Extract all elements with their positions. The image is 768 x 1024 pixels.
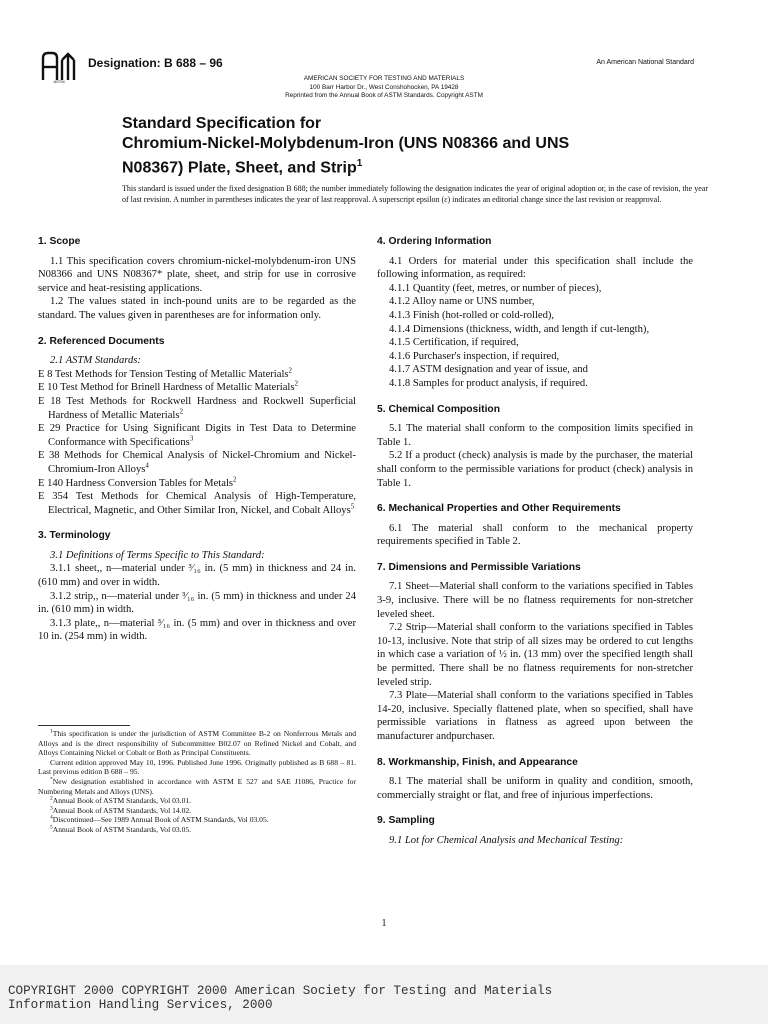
paragraph: 4.1 Orders for material under this specification shall include the following information, as required: <box>377 255 693 281</box>
reference-item: E 10 Test Method for Brinell Hardness of Metallic Materials$^2$ <box>38 379 298 394</box>
title-line: Standard Specification for <box>122 115 322 132</box>
ordering-item: 4.1.1 Quantity (feet, metres, or number of pieces), <box>389 282 602 294</box>
reference-item: E 29 Practice for Using Significant Digits in Test Data to Determine Conformance with Specifications$^3$ <box>38 423 356 448</box>
footnote: $^5$Annual Book of ASTM Standards, Vol 03.05. <box>50 824 192 834</box>
footnote-mark: 1 <box>356 158 363 169</box>
paragraph: 3.1.2 strip,, n—material under ³⁄₁₆ in. (5 mm) in thickness and under 24 in. (610 mm) in width. <box>38 590 356 616</box>
ordering-item: 4.1.8 Samples for product analysis, if required. <box>389 377 588 389</box>
section-heading: 3. Terminology <box>38 530 111 542</box>
svg-text:ASTM: ASTM <box>53 79 65 84</box>
paragraph: 3.1 Definitions of Terms Specific to This Standard: <box>50 549 265 561</box>
designation: Designation: B 688 – 96 <box>88 56 223 70</box>
left-column <box>38 233 356 644</box>
paragraph: 7.3 Plate—Material shall conform to the variations specified in Tables 14-20, inclusive. Specially flattened plate, when so specified, shall have permissible variations in flatness as agreed upon between the manufacturer andpurchaser. <box>377 690 693 742</box>
paragraph: 6.1 The material shall conform to the mechanical property requirements specified in Table 2. <box>377 522 693 548</box>
paragraph: 3.1.1 sheet,, n—material under ³⁄₁₆ in. (5 mm) in thickness and 24 in. (610 mm) and over in width. <box>38 563 356 589</box>
ordering-item: 4.1.3 Finish (hot-rolled or cold-rolled), <box>389 309 555 321</box>
ordering-list <box>377 282 693 391</box>
ordering-item: 4.1.5 Certification, if required, <box>389 337 519 349</box>
section-heading: 1. Scope <box>38 236 81 247</box>
reference-item: E 140 Hardness Conversion Tables for Metals$^2$ <box>38 474 237 489</box>
national-standard-label: An American National Standard <box>596 59 694 66</box>
section-heading: 7. Dimensions and Permissible Variations <box>377 561 581 573</box>
paragraph: 1.1 This specification covers chromium-nickel-molybdenum-iron UNS N08366 and UNS N08367* plate, sheet, and strip for use in corrosive service and heat-resisting applications. <box>38 255 356 294</box>
section-heading: 5. Chemical Composition <box>377 403 501 415</box>
reprint-note: Reprinted from the Annual Book of ASTM Standards. Copyright ASTM <box>285 92 483 100</box>
footnotes <box>38 729 356 835</box>
reference-item: E 38 Methods for Chemical Analysis of Nickel-Chromium and Nickel-Chromium-Iron Alloys$^4$ <box>38 450 356 475</box>
section-heading: 9. Sampling <box>377 815 435 827</box>
section-heading: 8. Workmanship, Finish, and Appearance <box>377 756 578 768</box>
reference-item: E 18 Test Methods for Rockwell Hardness and Rockwell Superficial Hardness of Metallic Materials$^2$ <box>38 395 356 421</box>
paragraph: 5.1 The material shall conform to the composition limits specified in Table 1. <box>377 423 693 448</box>
right-column <box>377 233 693 848</box>
society-name: AMERICAN SOCIETY FOR TESTING AND MATERIALS <box>303 75 465 82</box>
section-heading: 4. Ordering Information <box>377 236 492 247</box>
paragraph: 2.1 ASTM Standards: <box>50 355 141 367</box>
footnote: $^3$Annual Book of ASTM Standards, Vol 14.02. <box>50 805 192 815</box>
footnote: Current edition approved May 10, 1996. Published June 1996. Originally published as B 688 – 81. Last previous edition B 688 – 95. <box>38 757 356 777</box>
title-line: Chromium-Nickel-Molybdenum-Iron (UNS N08366 and UNS <box>122 135 570 152</box>
section-heading: 6. Mechanical Properties and Other Requirements <box>377 503 621 515</box>
reference-item: E 8 Test Methods for Tension Testing of Metallic Materials$^2$ <box>38 366 293 380</box>
reference-item: E 354 Test Methods for Chemical Analysis of High-Temperature, Electrical, Magnetic, and Other Similar Iron, Nickel, and Cobalt Alloys$^5$ <box>38 491 356 516</box>
footnote-rule <box>38 725 130 726</box>
intro-paragraph: This standard is issued under the fixed designation B 688; the number immediately following the designation indicates the year of original adoption or, in the case of revision, the year of last revision. A number in parentheses indicates the year of last reapproval. A superscript epsilon (ε) indicates an editorial change since the last revision or reapproval. <box>122 184 708 204</box>
footnote: $^1$This specification is under the jurisdiction of ASTM Committee B-2 on Nonferrous Metals and Alloys and is the direct responsibility of Subcommittee B02.07 on Refined Nickel and Cobalt, and Alloys Containing Nickel or Cobalt or Both as Principal Constituents. <box>38 728 356 758</box>
section-heading: 2. Referenced Documents <box>38 335 165 347</box>
footnote: $^4$Discontinued—See 1989 Annual Book of ASTM Standards, Vol 03.05. <box>50 814 269 825</box>
paragraph: 9.1 Lot for Chemical Analysis and Mechanical Testing: <box>389 834 624 846</box>
reference-list <box>38 368 356 518</box>
ordering-item: 4.1.7 ASTM designation and year of issue, and <box>389 364 588 376</box>
copyright-line: COPYRIGHT 2000 COPYRIGHT 2000 American Society for Testing and Materials <box>8 984 553 998</box>
title-line: N08367) Plate, Sheet, and Strip$^1$ <box>122 158 363 177</box>
paragraph: 8.1 The material shall be uniform in quality and condition, smooth, commercially straight or flat, and free of injurious imperfections. <box>377 776 693 801</box>
paragraph: 3.1.3 plate,, n—material ³⁄₁₆ in. (5 mm) and over in thickness and over 10 in. (254 mm) in width. <box>38 617 356 643</box>
ordering-item: 4.1.4 Dimensions (thickness, width, and length if cut-length), <box>389 323 650 335</box>
society-address: 100 Barr Harbor Dr., West Conshohocken, PA 19428 <box>309 83 459 91</box>
paragraph: 7.2 Strip—Material shall conform to the variations specified in Tables 10-13, inclusive. Note that strip of all sizes may be ordered to cut lengths in which case a variation of ½ in. (13 mm) over the specified length shall be permitted. There shall be no flatness requirements for non-stretcher leveled strip. <box>377 622 693 688</box>
copyright-line: Information Handling Services, 2000 <box>8 998 273 1012</box>
footnote: *New designation established in accordance with ASTM E 527 and SAE J1086, Practice for Numbering Metals and Alloys (UNS). <box>38 776 356 796</box>
document-title <box>122 114 682 178</box>
ordering-item: 4.1.2 Alloy name or UNS number, <box>389 296 535 308</box>
paragraph: 1.2 The values stated in inch-pound units are to be regarded as the standard. The values given in parentheses are for information only. <box>38 296 356 321</box>
footnote: $^2$Annual Book of ASTM Standards, Vol 03.01. <box>50 795 192 806</box>
paragraph: 5.2 If a product (check) analysis is made by the purchaser, the material shall conform to the permissible variations for product (check) analysis in Table 1. <box>377 450 693 489</box>
page-number: 1 <box>381 918 387 929</box>
copyright-notice <box>8 984 552 1012</box>
paragraph: 7.1 Sheet—Material shall conform to the variations specified in Tables 3-9, inclusive. There will be no flatness requirements for non-stretcher leveled sheet. <box>377 581 693 620</box>
ordering-item: 4.1.6 Purchaser's inspection, if required, <box>389 350 560 362</box>
society-block <box>0 75 768 101</box>
